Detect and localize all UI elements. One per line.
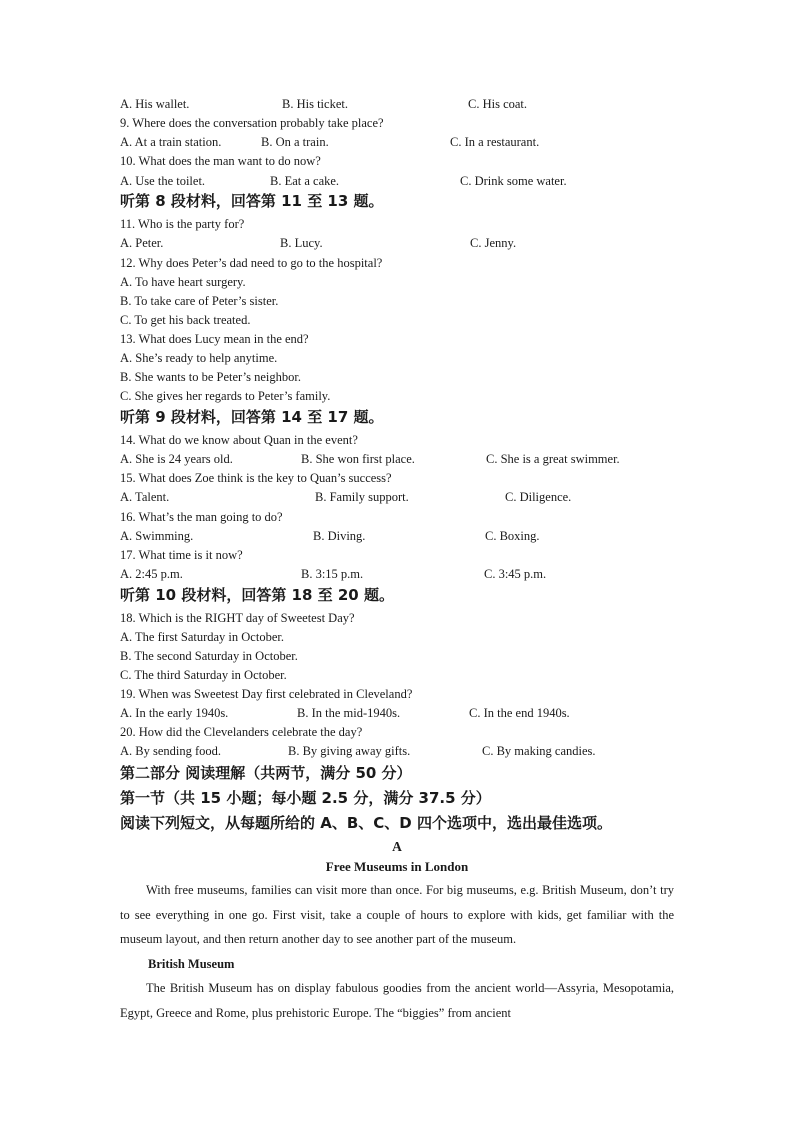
q10-option-a: A. Use the toilet. (120, 174, 206, 188)
q12-stem: 12. Why does Peter’s dad need to go to the hospital? (120, 256, 383, 270)
q9-option-c: C. In a restaurant. (450, 135, 540, 149)
q16-stem: 16. What’s the man going to do? (120, 510, 283, 524)
q11-option-b: B. Lucy. (280, 236, 323, 250)
q13-option-a: A. She’s ready to help anytime. (120, 351, 278, 365)
q19-stem: 19. When was Sweetest Day first celebrated in Cleveland? (120, 687, 413, 701)
q10-stem: 10. What does the man want to do now? (120, 154, 321, 168)
q16-option-b: B. Diving. (313, 529, 366, 543)
section1-heading: 第一节（共 15 小题；每小题 2.5 分，满分 37.5 分） (120, 789, 491, 807)
subheading-british-museum: British Museum (148, 957, 235, 971)
q12-option-b: B. To take care of Peter’s sister. (120, 294, 279, 308)
reading-instruction: 阅读下列短文，从每题所给的 A、B、C、D 四个选项中，选出最佳选项。 (120, 814, 612, 832)
passage-title: Free Museums in London (325, 859, 469, 874)
q11-option-a: A. Peter. (120, 236, 164, 250)
q20-option-a: A. By sending food. (120, 744, 222, 758)
q9-option-a: A. At a train station. (120, 135, 222, 149)
q17-option-c: C. 3:45 p.m. (484, 567, 547, 581)
section-heading-8: 听第 8 段材料，回答第 11 至 13 题。 (120, 192, 384, 210)
section-heading-9: 听第 9 段材料，回答第 14 至 17 题。 (120, 408, 384, 426)
q8-option-b: B. His ticket. (282, 97, 348, 111)
passage-paragraph-1-text: With free museums, families can visit more than once. For big museums, e.g. British Museum, don’t try to see everything in one go. First visit, take a couple of hours to explore with kids, get familiar with the museum layout, and then return another day to see another part of the museum. (120, 883, 674, 946)
q15-option-a: A. Talent. (120, 490, 170, 504)
q11-option-c: C. Jenny. (470, 236, 517, 250)
passage-letter: A (392, 839, 402, 854)
q13-option-b: B. She wants to be Peter’s neighbor. (120, 370, 301, 384)
q19-option-b: B. In the mid-1940s. (297, 706, 401, 720)
passage-paragraph-2-text: The British Museum has on display fabulous goodies from the ancient world—Assyria, Mesopotamia, Egypt, Greece and Rome, plus prehistoric Europe. The “biggies” from ancient (120, 981, 674, 1020)
q8-option-c: C. His coat. (468, 97, 528, 111)
q14-option-b: B. She won first place. (301, 452, 415, 466)
q16-option-a: A. Swimming. (120, 529, 194, 543)
q18-option-c: C. The third Saturday in October. (120, 668, 287, 682)
passage-paragraph-2 (120, 976, 674, 1025)
q18-stem: 18. Which is the RIGHT day of Sweetest Day? (120, 611, 355, 625)
q18-option-a: A. The first Saturday in October. (120, 630, 284, 644)
passage-paragraph-1 (120, 878, 674, 952)
section-heading-10: 听第 10 段材料，回答第 18 至 20 题。 (120, 586, 394, 604)
q14-option-c: C. She is a great swimmer. (486, 452, 620, 466)
q19-option-c: C. In the end 1940s. (469, 706, 570, 720)
q19-option-a: A. In the early 1940s. (120, 706, 229, 720)
q17-option-a: A. 2:45 p.m. (120, 567, 183, 581)
q9-option-b: B. On a train. (261, 135, 329, 149)
q17-stem: 17. What time is it now? (120, 548, 243, 562)
q12-option-c: C. To get his back treated. (120, 313, 251, 327)
q9-stem: 9. Where does the conversation probably take place? (120, 116, 384, 130)
q14-option-a: A. She is 24 years old. (120, 452, 233, 466)
q17-option-b: B. 3:15 p.m. (301, 567, 364, 581)
q13-option-c: C. She gives her regards to Peter’s family. (120, 389, 331, 403)
q15-option-b: B. Family support. (315, 490, 409, 504)
q16-option-c: C. Boxing. (485, 529, 540, 543)
q10-option-b: B. Eat a cake. (270, 174, 340, 188)
q8-option-a: A. His wallet. (120, 97, 190, 111)
q20-option-b: B. By giving away gifts. (288, 744, 411, 758)
q14-stem: 14. What do we know about Quan in the event? (120, 433, 358, 447)
q18-option-b: B. The second Saturday in October. (120, 649, 298, 663)
q20-stem: 20. How did the Clevelanders celebrate the day? (120, 725, 363, 739)
q20-option-c: C. By making candies. (482, 744, 596, 758)
q13-stem: 13. What does Lucy mean in the end? (120, 332, 309, 346)
q15-stem: 15. What does Zoe think is the key to Quan’s success? (120, 471, 392, 485)
q12-option-a: A. To have heart surgery. (120, 275, 246, 289)
part2-heading: 第二部分 阅读理解（共两节，满分 50 分） (120, 764, 412, 782)
q10-option-c: C. Drink some water. (460, 174, 567, 188)
q15-option-c: C. Diligence. (505, 490, 572, 504)
q11-stem: 11. Who is the party for? (120, 217, 245, 231)
